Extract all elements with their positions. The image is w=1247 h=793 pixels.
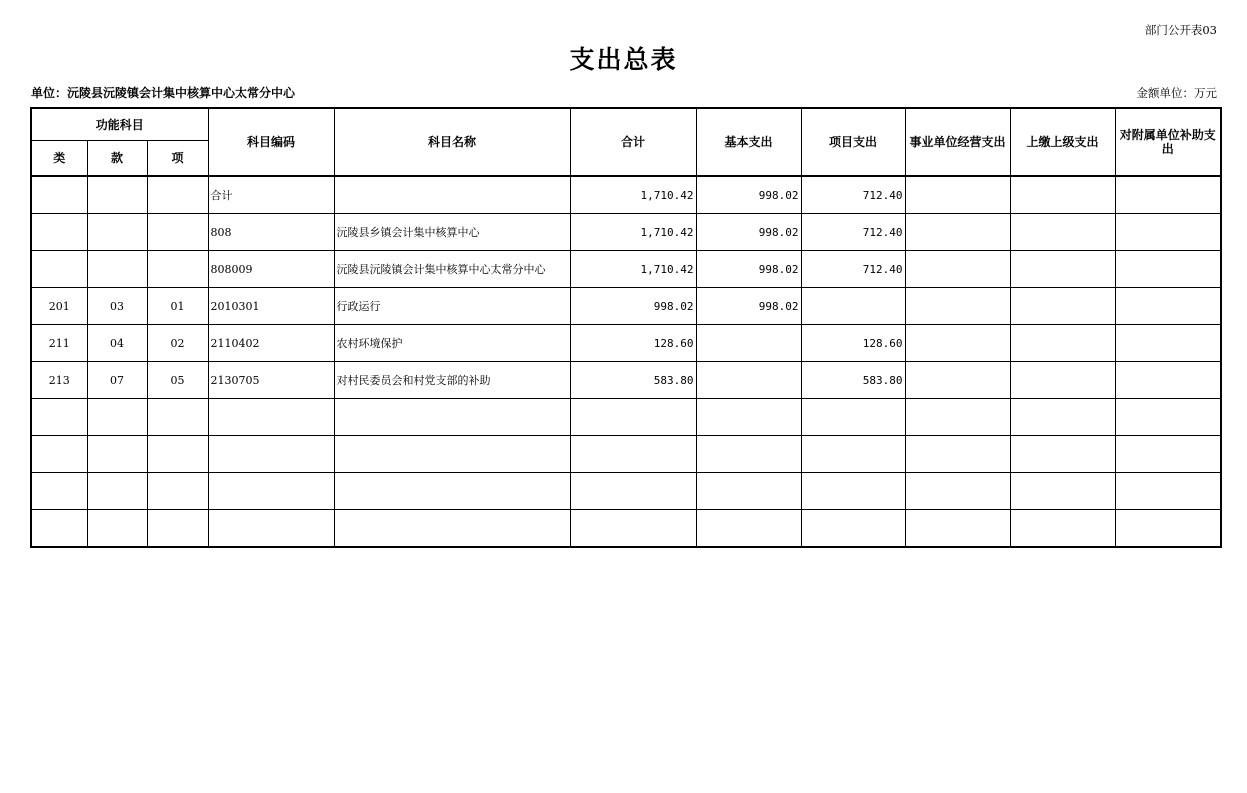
cell-lei: 211 [31, 325, 87, 362]
cell-upper [1010, 436, 1115, 473]
cell-subsidy [1115, 214, 1221, 251]
table-row [31, 510, 1221, 548]
cell-xiang [147, 436, 208, 473]
cell-business [905, 399, 1010, 436]
cell-subsidy [1115, 436, 1221, 473]
cell-total: 1,710.42 [570, 214, 696, 251]
cell-lei [31, 473, 87, 510]
col-func-group: 功能科目 [31, 108, 208, 141]
cell-kuan: 04 [87, 325, 147, 362]
cell-subsidy [1115, 473, 1221, 510]
cell-xiang [147, 399, 208, 436]
cell-basic [696, 399, 801, 436]
cell-business [905, 176, 1010, 214]
cell-lei [31, 510, 87, 548]
cell-code [208, 510, 334, 548]
form-number: 部门公开表03 [1144, 23, 1217, 37]
cell-code [208, 436, 334, 473]
cell-code [208, 399, 334, 436]
cell-subsidy [1115, 176, 1221, 214]
cell-subsidy [1115, 325, 1221, 362]
table-row [31, 436, 1221, 473]
cell-total [570, 473, 696, 510]
cell-basic: 998.02 [696, 176, 801, 214]
cell-subsidy [1115, 399, 1221, 436]
cell-business [905, 325, 1010, 362]
cell-upper [1010, 473, 1115, 510]
cell-name [334, 510, 570, 548]
cell-business [905, 362, 1010, 399]
table-row [31, 288, 1221, 325]
cell-project [801, 510, 905, 548]
cell-basic [696, 436, 801, 473]
cell-subsidy [1115, 251, 1221, 288]
col-kuan: 款 [87, 141, 147, 177]
cell-basic: 998.02 [696, 251, 801, 288]
cell-project: 712.40 [801, 176, 905, 214]
cell-project [801, 473, 905, 510]
cell-code: 808009 [208, 251, 334, 288]
cell-total: 1,710.42 [570, 251, 696, 288]
col-upper: 上缴上级支出 [1010, 108, 1115, 176]
table-row [31, 176, 1221, 214]
cell-upper [1010, 288, 1115, 325]
cell-business [905, 214, 1010, 251]
col-xiang: 项 [147, 141, 208, 177]
col-project: 项目支出 [801, 108, 905, 176]
cell-basic: 998.02 [696, 288, 801, 325]
cell-business [905, 251, 1010, 288]
amount-unit: 金额单位：万元 [1136, 86, 1217, 100]
cell-kuan [87, 473, 147, 510]
cell-basic: 998.02 [696, 214, 801, 251]
table-row [31, 325, 1221, 362]
organization-unit: 单位：沅陵县沅陵镇会计集中核算中心太常分中心 [31, 86, 296, 100]
cell-upper [1010, 251, 1115, 288]
cell-lei: 201 [31, 288, 87, 325]
cell-total [570, 436, 696, 473]
col-basic: 基本支出 [696, 108, 801, 176]
cell-total: 583.80 [570, 362, 696, 399]
cell-kuan [87, 436, 147, 473]
cell-name [334, 399, 570, 436]
cell-basic [696, 510, 801, 548]
table-row [31, 251, 1221, 288]
cell-total: 1,710.42 [570, 176, 696, 214]
cell-xiang [147, 176, 208, 214]
table-row [31, 399, 1221, 436]
cell-total: 998.02 [570, 288, 696, 325]
cell-xiang: 01 [147, 288, 208, 325]
cell-upper [1010, 399, 1115, 436]
cell-total [570, 399, 696, 436]
cell-xiang: 05 [147, 362, 208, 399]
table-header [31, 108, 1221, 176]
cell-name: 行政运行 [334, 288, 570, 325]
cell-lei [31, 176, 87, 214]
col-subsidy: 对附属单位补助支出 [1115, 108, 1221, 176]
page-title: 支出总表 [569, 45, 678, 74]
cell-lei [31, 251, 87, 288]
cell-kuan [87, 510, 147, 548]
col-code: 科目编码 [208, 108, 334, 176]
cell-code: 2130705 [208, 362, 334, 399]
cell-xiang [147, 510, 208, 548]
cell-kuan [87, 214, 147, 251]
expenditure-table [30, 107, 1222, 548]
cell-kuan [87, 251, 147, 288]
cell-xiang [147, 251, 208, 288]
cell-business [905, 436, 1010, 473]
cell-basic [696, 325, 801, 362]
cell-name [334, 473, 570, 510]
cell-name: 农村环境保护 [334, 325, 570, 362]
cell-project: 712.40 [801, 214, 905, 251]
cell-xiang [147, 473, 208, 510]
cell-name [334, 436, 570, 473]
cell-xiang [147, 214, 208, 251]
cell-upper [1010, 214, 1115, 251]
cell-business [905, 473, 1010, 510]
cell-kuan: 07 [87, 362, 147, 399]
col-business: 事业单位经营支出 [905, 108, 1010, 176]
cell-upper [1010, 362, 1115, 399]
cell-kuan [87, 176, 147, 214]
cell-subsidy [1115, 510, 1221, 548]
table-body [31, 176, 1221, 547]
cell-code: 2110402 [208, 325, 334, 362]
cell-lei [31, 214, 87, 251]
col-name: 科目名称 [334, 108, 570, 176]
cell-basic [696, 362, 801, 399]
cell-basic [696, 473, 801, 510]
cell-name: 沅陵县乡镇会计集中核算中心 [334, 214, 570, 251]
cell-project: 583.80 [801, 362, 905, 399]
cell-lei [31, 399, 87, 436]
cell-lei: 213 [31, 362, 87, 399]
cell-business [905, 288, 1010, 325]
cell-kuan [87, 399, 147, 436]
cell-project: 128.60 [801, 325, 905, 362]
cell-subsidy [1115, 362, 1221, 399]
col-total: 合计 [570, 108, 696, 176]
cell-name: 对村民委员会和村党支部的补助 [334, 362, 570, 399]
cell-total [570, 510, 696, 548]
cell-code: 808 [208, 214, 334, 251]
cell-total: 128.60 [570, 325, 696, 362]
cell-project [801, 288, 905, 325]
col-lei: 类 [31, 141, 87, 177]
cell-project [801, 399, 905, 436]
cell-xiang: 02 [147, 325, 208, 362]
cell-kuan: 03 [87, 288, 147, 325]
table-row [31, 362, 1221, 399]
table-row [31, 214, 1221, 251]
cell-name [334, 176, 570, 214]
cell-code [208, 473, 334, 510]
cell-lei [31, 436, 87, 473]
cell-subsidy [1115, 288, 1221, 325]
cell-upper [1010, 510, 1115, 548]
cell-name: 沅陵县沅陵镇会计集中核算中心太常分中心 [334, 251, 570, 288]
cell-project [801, 436, 905, 473]
cell-code: 2010301 [208, 288, 334, 325]
cell-upper [1010, 325, 1115, 362]
cell-code: 合计 [208, 176, 334, 214]
cell-upper [1010, 176, 1115, 214]
cell-project: 712.40 [801, 251, 905, 288]
cell-business [905, 510, 1010, 548]
table-row [31, 473, 1221, 510]
